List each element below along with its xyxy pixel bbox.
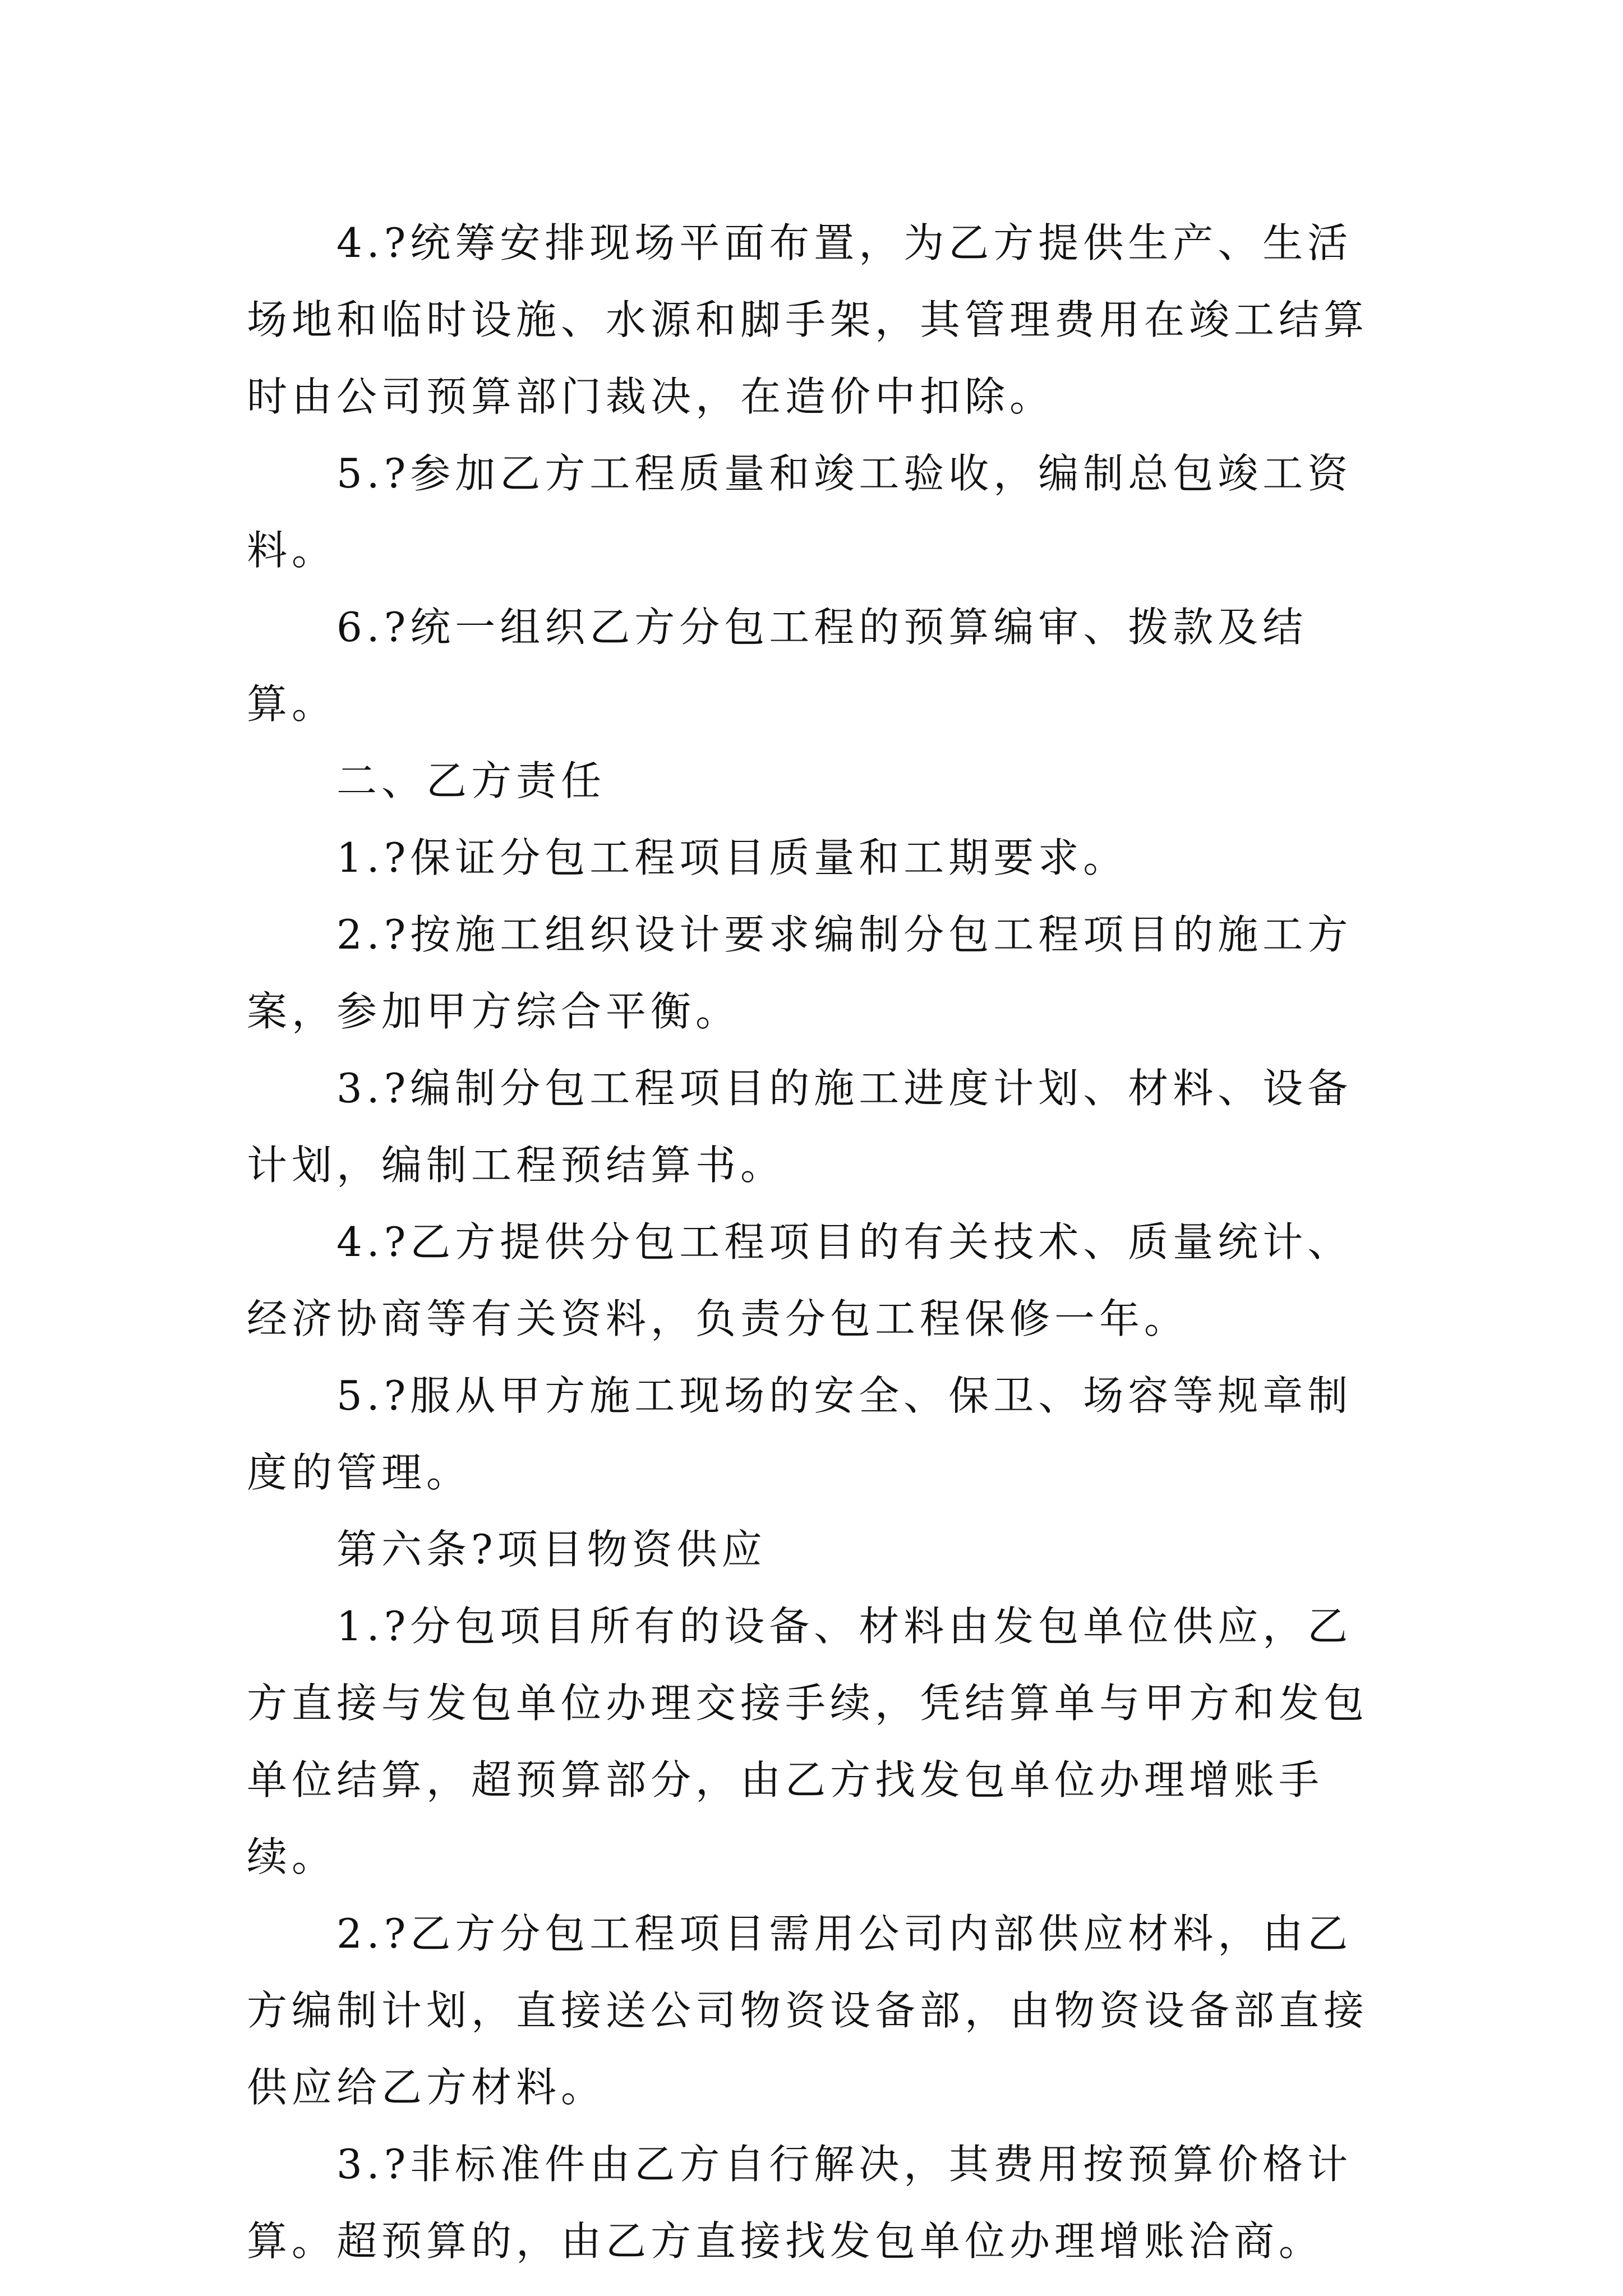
paragraph-9: 5.?服从甲方施工现场的安全、保卫、场容等规章制度的管理。 [247, 1372, 1353, 1496]
section-heading-party-b-responsibilities: 二、乙方责任 [336, 757, 606, 804]
article-heading-material-supply: 第六条?项目物资供应 [336, 1526, 767, 1573]
paragraph-11: 1.?分包项目所有的设备、材料由发包单位供应，乙方直接与发包单位办理交接手续，凭结算单与甲方和发包单位结算，超预算部分，由乙方找发包单位办理增账手续。 [247, 1603, 1369, 1880]
paragraph-3: 6.?统一组织乙方分包工程的预算编审、拨款及结算。 [247, 604, 1308, 728]
paragraph-13: 3.?非标准件由乙方自行解决，其费用按预算价格计算。超预算的，由乙方直接找发包单位办理增账洽商。 [247, 2141, 1353, 2265]
paragraph-2: 5.?参加乙方工程质量和竣工验收，编制总包竣工资料。 [247, 450, 1353, 574]
paragraph-1: 4.?统筹安排现场平面布置，为乙方提供生产、生活场地和临时设施、水源和脚手架，其管理费用在竣工结算时由公司预算部门裁决，在造价中扣除。 [247, 219, 1369, 420]
paragraph-12: 2.?乙方分包工程项目需用公司内部供应材料，由乙方编制计划，直接送公司物资设备部，由物资设备部直接供应给乙方材料。 [247, 1910, 1369, 2111]
paragraph-8: 4.?乙方提供分包工程项目的有关技术、质量统计、经济协商等有关资料，负责分包工程保修一年。 [247, 1218, 1353, 1342]
paragraph-6: 2.?按施工组织设计要求编制分包工程项目的施工方案，参加甲方综合平衡。 [247, 911, 1353, 1035]
paragraph-7: 3.?编制分包工程项目的施工进度计划、材料、设备计划，编制工程预结算书。 [247, 1065, 1353, 1189]
paragraph-5: 1.?保证分包工程项目质量和工期要求。 [336, 834, 1128, 881]
document-body [247, 205, 1380, 2280]
